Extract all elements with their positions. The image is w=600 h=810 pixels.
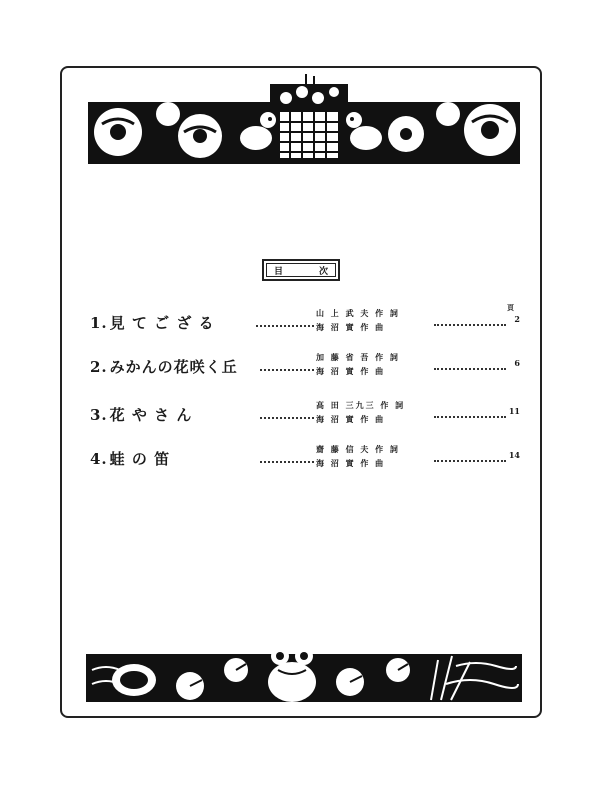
leader-dots — [260, 405, 314, 419]
page-number: 2 — [514, 314, 520, 324]
leader-dots — [434, 410, 506, 418]
leader-dots — [256, 313, 314, 327]
composer: 海 沼 實 作 曲 — [316, 458, 386, 468]
toc-heading — [262, 259, 340, 281]
toc-entry-1[interactable] — [90, 306, 520, 338]
lyricist: 加 藤 省 吾 作 詞 — [316, 352, 400, 362]
lyricist: 山 上 武 夫 作 詞 — [316, 308, 400, 318]
song-credits — [316, 350, 436, 378]
toc-entry-2[interactable] — [90, 350, 520, 382]
page-column-label: 頁 — [507, 303, 514, 312]
leader-dots — [434, 454, 506, 462]
leader-dots — [434, 362, 506, 370]
page-number: 6 — [514, 358, 520, 368]
composer: 海 沼 實 作 曲 — [316, 322, 386, 332]
footer-illustration — [86, 640, 522, 706]
toc-heading-right: 次 — [318, 266, 328, 277]
page-number: 14 — [508, 450, 520, 460]
toc-entry-3[interactable] — [90, 398, 520, 430]
leader-dots — [260, 357, 314, 371]
song-credits — [316, 398, 436, 426]
header-illustration — [88, 74, 520, 170]
composer: 海 沼 實 作 曲 — [316, 366, 386, 376]
lyricist: 高 田 三九三 作 詞 — [316, 400, 406, 410]
song-credits — [316, 306, 436, 334]
composer: 海 沼 實 作 曲 — [316, 414, 386, 424]
lyricist: 齋 藤 信 夫 作 詞 — [316, 444, 400, 454]
leader-dots — [260, 449, 314, 463]
song-title: 1. 見 て ご ざ る — [90, 314, 215, 332]
page-number: 11 — [508, 406, 520, 416]
song-title: 4. 蛙 の 笛 — [90, 450, 171, 468]
song-credits — [316, 442, 436, 470]
toc-heading-left: 目 — [274, 266, 284, 277]
song-title: 3. 花 や さ ん — [90, 406, 193, 424]
leader-dots — [434, 318, 506, 326]
toc-entry-4[interactable] — [90, 442, 520, 474]
song-title: 2. みかんの花咲く丘 — [90, 358, 238, 376]
